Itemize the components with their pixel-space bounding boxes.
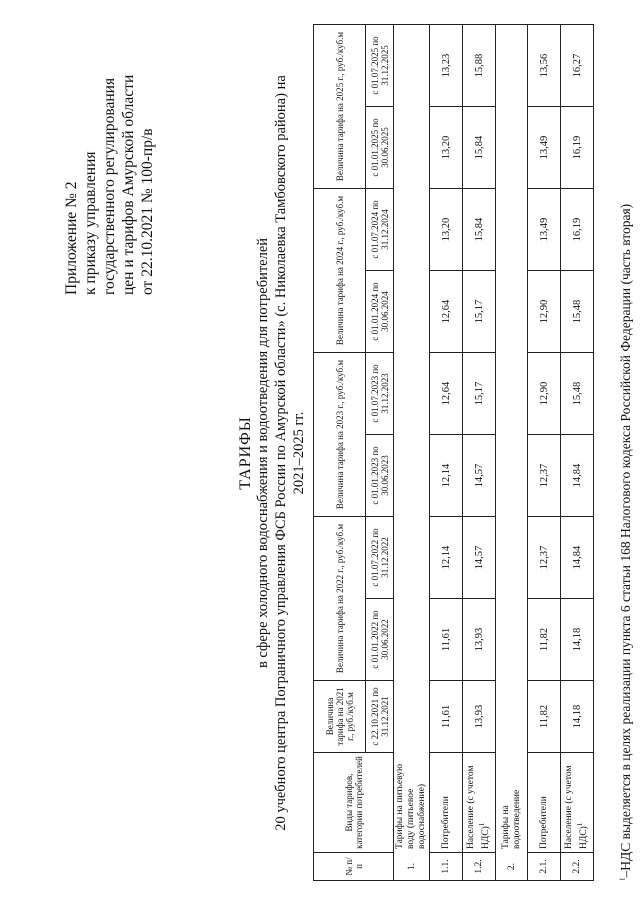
tariff-value: 13,93: [463, 599, 496, 681]
tariff-table: [313, 24, 594, 881]
section-title: Тарифы на водоотведение: [496, 753, 528, 853]
row-kind: Население (с учетом НДС)$^1$: [463, 753, 496, 853]
tariff-value: 11,82: [528, 599, 561, 681]
header-period: с 01.07.2023 по 31.12.2023: [366, 353, 394, 435]
header-year-2023: Величина тарифа на 2023 г., руб./куб.м: [314, 353, 366, 517]
tariff-value: 12,14: [430, 435, 463, 517]
header-period: с 01.07.2024 по 31.12.2024: [366, 189, 394, 271]
footnote-text: –НДС выделяется в целях реализации пункта 6 статьи 168 Налогового кодекса Российской Федерации (часть вторая): [618, 203, 633, 878]
tariff-value: 11,61: [430, 599, 463, 681]
tariff-value: 13,49: [528, 107, 561, 189]
tariff-value: 11,82: [528, 681, 561, 753]
tariff-value: 15,84: [463, 189, 496, 271]
row-number: 1.1.: [430, 853, 463, 881]
tariff-value: 12,37: [528, 435, 561, 517]
tariff-value: 11,61: [430, 681, 463, 753]
tariff-value: 14,84: [561, 435, 594, 517]
approval-line: к приказу управления: [82, 151, 99, 295]
footnote: [618, 21, 634, 881]
document-subtitle-line: 20 учебного центра Пограничного управления ФСБ России по Амурской области» (с. Николаевка Тамбовского района) на: [273, 75, 289, 831]
footnote-mark: 1: [618, 877, 627, 881]
tariff-value: 15,48: [561, 271, 594, 353]
header-year-2022: Величина тарифа на 2022 г., руб./куб.м: [314, 517, 366, 681]
tariff-value: 15,48: [561, 353, 594, 435]
header-period: с 22.10.2021 по 31.12.2021: [366, 681, 394, 753]
tariff-value: 12,64: [430, 353, 463, 435]
table-header-row: [314, 25, 366, 881]
approval-line: Приложение № 2: [63, 181, 80, 295]
table-row: [528, 25, 561, 881]
table-row: [463, 25, 496, 881]
table-period-row: [366, 25, 394, 881]
section-number: 2.: [496, 853, 528, 881]
tariff-value: 13,20: [430, 107, 463, 189]
tariff-value: 14,57: [463, 517, 496, 599]
tariff-value: 14,18: [561, 681, 594, 753]
document-subtitle-line: 2021–2025 гг.: [291, 411, 307, 495]
footnote-mark: 1: [477, 822, 486, 827]
header-period: с 01.01.2024 по 30.06.2024: [366, 271, 394, 353]
header-kind: Виды тарифов, категории потребителей: [314, 753, 394, 853]
tariff-value: 12,64: [430, 271, 463, 353]
document-title: ТАРИФЫ: [237, 416, 254, 490]
row-number: 2.2.: [561, 853, 594, 881]
table-row: [430, 25, 463, 881]
tariff-value: 13,20: [430, 189, 463, 271]
header-year-2024: Величина тарифа на 2024 г., руб./куб.м: [314, 189, 366, 353]
header-period: с 01.07.2025 по 31.12.2025: [366, 25, 394, 107]
row-kind: Потребители: [430, 753, 463, 853]
header-number: № п/п: [314, 853, 394, 881]
header-year-2021: Величина тарифа на 2021 г., руб./куб.м: [314, 681, 366, 753]
header-period: с 01.01.2022 по 30.06.2022: [366, 599, 394, 681]
table-section-row: [394, 25, 430, 881]
table-row: [561, 25, 594, 881]
tariff-value: 15,17: [463, 271, 496, 353]
tariff-value: 16,19: [561, 189, 594, 271]
tariff-value: 12,90: [528, 271, 561, 353]
header-year-2025: Величина тарифа на 2025 г., руб./куб.м: [314, 25, 366, 189]
document-sheet: [0, 13, 640, 893]
header-period: с 01.01.2023 по 30.06.2023: [366, 435, 394, 517]
tariff-value: 13,56: [528, 25, 561, 107]
row-kind: Население (с учетом НДС)$^1$: [561, 753, 594, 853]
approval-block: [62, 25, 157, 295]
tariff-value: 13,49: [528, 189, 561, 271]
approval-line: государственного регулирования: [101, 77, 118, 295]
header-period: с 01.07.2022 по 31.12.2022: [366, 517, 394, 599]
tariff-value: 13,23: [430, 25, 463, 107]
tariff-value: 13,93: [463, 681, 496, 753]
tariff-value: 16,27: [561, 25, 594, 107]
row-number: 1.2.: [463, 853, 496, 881]
tariff-value: 12,90: [528, 353, 561, 435]
footnote-mark: 1: [575, 822, 584, 827]
approval-line: цен и тарифов Амурской области: [120, 74, 137, 295]
tariff-value: 14,84: [561, 517, 594, 599]
section-number: 1.: [394, 853, 430, 881]
tariff-value: 15,17: [463, 353, 496, 435]
document-subtitle-line: в сфере холодного водоснабжения и водоотведения для потребителей: [255, 237, 271, 669]
row-number: 2.1.: [528, 853, 561, 881]
table-section-row: [496, 25, 528, 881]
section-title: Тарифы на питьевую воду (питьевое водоснабжение): [394, 753, 430, 853]
approval-line: от 22.10.2021 № 100-пр/в: [139, 128, 156, 295]
tariff-value: 12,14: [430, 517, 463, 599]
tariff-value: 14,18: [561, 599, 594, 681]
tariff-value: 16,19: [561, 107, 594, 189]
tariff-value: 14,57: [463, 435, 496, 517]
tariff-value: 15,84: [463, 107, 496, 189]
tariff-value: 12,37: [528, 517, 561, 599]
tariff-value: 15,88: [463, 25, 496, 107]
row-kind: Потребители: [528, 753, 561, 853]
header-period: с 01.01.2025 по 30.06.2025: [366, 107, 394, 189]
